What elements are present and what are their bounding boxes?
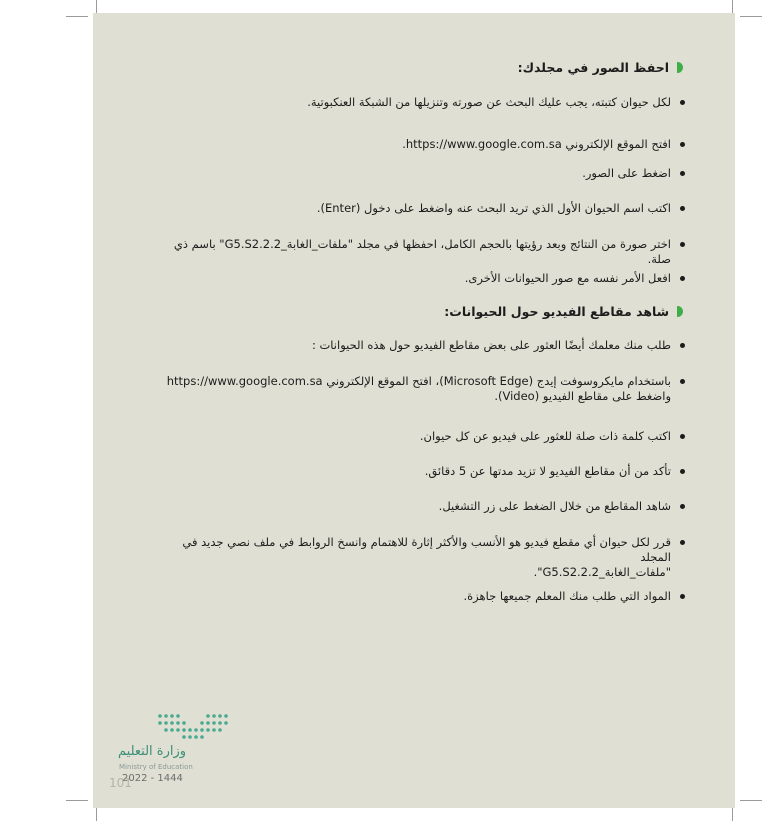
crop-mark — [740, 800, 762, 801]
crop-mark — [732, 808, 733, 821]
list-item: افتح الموقع الإلكتروني https://www.google.com.sa. — [151, 137, 671, 152]
list-item: تأكد من أن مقاطع الفيديو لا تزيد مدتها عن 5 دقائق. — [151, 464, 671, 479]
ministry-name-arabic: وزارة التعليم — [118, 744, 187, 759]
section-heading-text: احفظ الصور في مجلدك: — [517, 60, 669, 75]
crop-mark — [66, 800, 88, 801]
list-item: اكتب اسم الحيوان الأول الذي تريد البحث عنه واضغط على دخول (Enter). — [151, 201, 671, 216]
ministry-logo-icon — [156, 710, 236, 740]
list-item: قرر لكل حيوان أي مقطع فيديو هو الأنسب والأكثر إثارة للاهتمام وانسخ الروابط في ملف نصي جديد في المجلد "ملفات_الغابة_G5.S2.2.2". — [151, 535, 671, 580]
ministry-name-english: Ministry of Education — [119, 763, 193, 771]
list-item: طلب منك معلمك أيضًا العثور على بعض مقاطع الفيديو حول هذه الحيوانات : — [151, 338, 671, 353]
green-marker-icon — [677, 306, 683, 317]
crop-mark — [732, 0, 733, 14]
list-item: باستخدام مايكروسوفت إيدج (Microsoft Edge)، افتح الموقع الإلكتروني https://www.google.com.sa واضغط على مقاطع الفيديو (Video). — [151, 374, 671, 404]
list-item: اختر صورة من النتائج وبعد رؤيتها بالحجم الكامل، احفظها في مجلد "ملفات_الغابة_G5.S2.2.2" باسم ذي صلة. — [151, 237, 671, 267]
list-item: اضغط على الصور. — [151, 166, 671, 181]
green-marker-icon — [677, 62, 683, 73]
list-item: المواد التي طلب منك المعلم جميعها جاهزة. — [151, 589, 671, 604]
list-item: افعل الأمر نفسه مع صور الحيوانات الأخرى. — [151, 271, 671, 286]
crop-mark — [96, 0, 97, 14]
list-item: اكتب كلمة ذات صلة للعثور على فيديو عن كل حيوان. — [151, 429, 671, 444]
page-content — [93, 13, 735, 633]
crop-mark — [96, 808, 97, 821]
section-heading-text: شاهد مقاطع الفيديو حول الحيوانات: — [444, 304, 669, 319]
edition-year: 2022 - 1444 — [122, 773, 183, 784]
crop-mark — [740, 16, 762, 17]
crop-mark — [66, 16, 88, 17]
section-heading-watch-videos — [444, 304, 683, 319]
section-heading-save-images — [518, 60, 683, 75]
document-page — [93, 13, 735, 808]
page-number: 101 — [109, 776, 132, 790]
list-item: لكل حيوان كتبته، يجب عليك البحث عن صورته وتنزيلها من الشبكة العنكبوتية. — [151, 95, 671, 110]
list-item: شاهد المقاطع من خلال الضغط على زر التشغيل. — [151, 499, 671, 514]
ministry-logo — [118, 710, 248, 800]
